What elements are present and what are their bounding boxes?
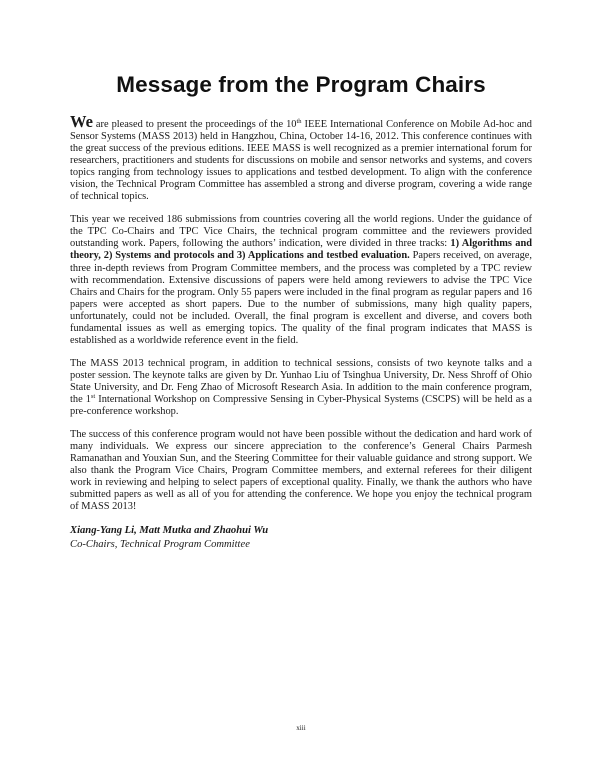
paragraph-text: The success of this conference program would not have been possible without the dedication and hard work of many individuals. We express our sincere appreciation to the conference’s General Chairs Parmesh Ramanathan and Youxian Sun, and the Steering Committee for their valuable guidance and strong support. We also thank the Program Vice Chairs, Program Committee members, and external referees for their diligent work in reviewing and helping to select papers of exceptional quality. Finally, we thank the authors who have submitted papers as well as all of you for attending the conference. We hope you enjoy the technical program of MASS 2013!	[70, 429, 532, 513]
paragraph-text: are pleased to present the proceedings of the 10	[92, 119, 297, 130]
paragraph-acknowledgements	[70, 429, 532, 513]
paragraph-text: IEEE International Conference on Mobile Ad-hoc and Sensor Systems (MASS 2013) held in Hangzhou, China, October 14-16, 2012. This conference continues with the great success of the previous editions. IEEE MASS is well recognized as a premier international forum for researchers, practitioners and students for discussions on mobile and sensor networks and systems, and covers topics ranging from technology issues to applications and testbed development. To align with the conference vision, the Technical Program Committee has assembled a strong and diverse program, covering a wide range of technical topics.	[70, 119, 532, 203]
signature-block	[70, 524, 532, 551]
paragraph-text: This year we received 186 submissions from countries covering all the world regions. Under the guidance of the TPC Co-Chairs and TPC Vice Chairs, the technical program committee and the reviewers provided outstanding work. Papers, following the authors’ indication, were divided in three tracks:	[70, 214, 532, 250]
ordinal-superscript: th	[296, 118, 302, 125]
signature-role: Co-Chairs, Technical Program Committee	[70, 539, 250, 551]
paragraph-submissions	[70, 214, 532, 347]
ordinal-superscript: st	[90, 392, 96, 400]
paragraph-intro	[70, 112, 532, 203]
tracks-list: 1) Algorithms and theory, 2) Systems and protocols and 3) Applications and testbed evaluation.	[70, 238, 532, 262]
paragraph-text: International Workshop on Compressive Sensing in Cyber-Physical Systems (CSCPS) will be held as a pre-conference workshop.	[70, 393, 532, 418]
paragraph-text: The MASS 2013 technical program, in addition to technical sessions, consists of two keynote talks and a poster session. The keynote talks are given by Dr. Yunhao Liu of Tsinghua University, Dr. Ness Shroff of Ohio State University, and Dr. Feng Zhao of Microsoft Research Asia. In addition to the main conference program, the 1	[70, 357, 532, 405]
paragraph-text: Papers received, on average, three in-depth reviews from Program Committee members, and the process was completed by a TPC review with recommendation. Extensive discussions of papers were held among reviewers to advise the TPC Vice Chairs and Chairs for the program. Only 55 papers were included in the final program as regular papers and 16 papers were accepted as short papers. Due to the number of submissions, many high quality papers, unfortunately, could not be included. Overall, the final program is excellent and diverse, and covers both fundamental issues as well as emerging topics. The quality of the final program indicates that MASS is established as a worldwide reference event in the field.	[70, 250, 532, 346]
message-body	[70, 112, 532, 551]
page-title: Message from the Program Chairs	[116, 72, 486, 97]
page-number: xiii	[296, 724, 306, 732]
signature-names: Xiang-Yang Li, Matt Mutka and Zhaohui Wu	[70, 525, 269, 537]
paragraph-program	[70, 358, 532, 418]
dropcap: We	[70, 112, 93, 131]
